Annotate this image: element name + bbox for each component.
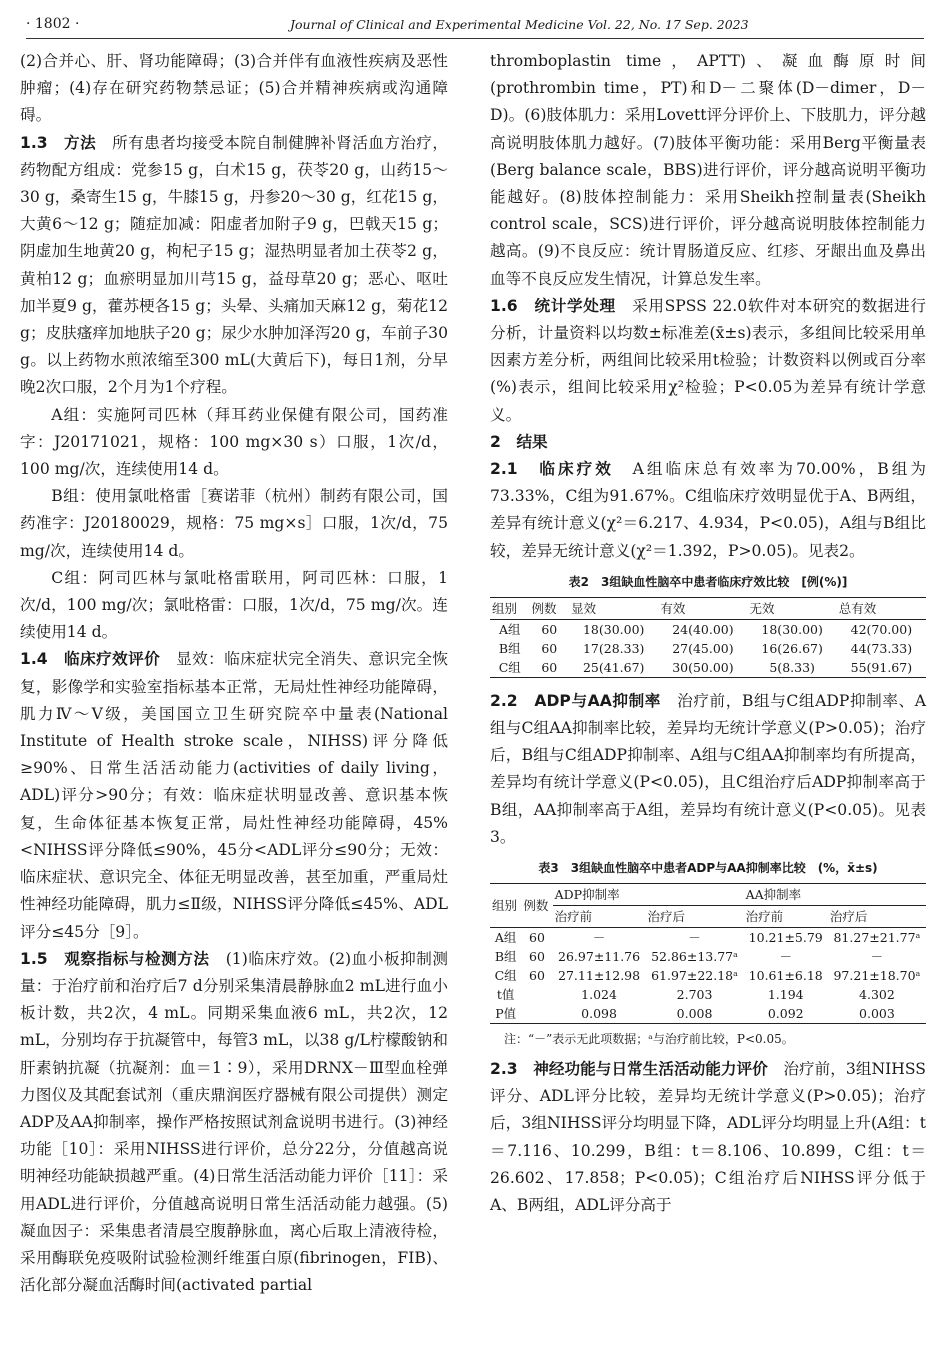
table-row [490, 639, 926, 658]
section-1-3 [20, 130, 448, 402]
table-cell: 27.11±12.98 [558, 968, 641, 984]
table-header-cell: 无效 [748, 597, 837, 619]
section-heading: 2.3 神经功能与日常生活活动能力评价 [490, 1060, 768, 1079]
section-body: 治疗前，3组NIHSS评分、ADL评分比较，差异均无统计学意义(P>0.05)；治疗后，3组NIHSS评分均明显下降，ADL评分均明显上升(A组：t＝7.116、10.299，B组：t＝8.106、10.899，C组：t＝26.602、17.858；P<0.05)；C组治疗后NIHSS评分低于A、B两组，ADL评分高于 [490, 1060, 926, 1215]
table-cell: 4.302 [859, 987, 895, 1003]
section-2-2 [490, 688, 926, 851]
table-header-cell: 治疗后 [828, 906, 926, 928]
table-cell: 52.86±13.77ᵃ [651, 949, 738, 965]
table-row [490, 619, 926, 639]
table-cell: A组 [494, 930, 517, 946]
section-body: 采用SPSS 22.0软件对本研究的数据进行分析，计量资料以均数±标准差(x̄±s)表示，多组间比较采用单因素方差分析，两组间比较采用t检验；计数资料以例或百分率(%)表示，组间比较采用χ²检验；P<0.05为差异有统计学意义。 [490, 296, 926, 424]
table-cell: 1.024 [581, 987, 617, 1003]
table-cell: 0.092 [767, 1006, 804, 1022]
section-body: 治疗前，B组与C组ADP抑制率、A组与C组AA抑制率比较，差异均无统计学意义(P>0.05)；治疗后，B组与C组ADP抑制率、A组与C组AA抑制率均有所提高，差异均有统计学意义(P<0.05)，且C组治疗后ADP抑制率高于B组，AA抑制率高于A组，差异均有统计意义(P<0.05)。见表3。 [490, 691, 926, 846]
group-b-paragraph: B组：使用氯吡格雷［赛诺菲（杭州）制药有限公司，国药准字：J20180029，规格：75 mg×s］口服，1次/d，75 mg/次，连续使用14 d。 [20, 487, 448, 560]
table-cell: 0.098 [581, 1006, 617, 1022]
table-cell: 97.21±18.70ᵃ [833, 968, 921, 984]
section-heading: 1.5 观察指标与检测方法 [20, 949, 210, 968]
table-cell: 24(40.00) [672, 621, 734, 637]
table-cell: 18(30.00) [582, 621, 645, 637]
table-cell: 1.194 [767, 987, 804, 1003]
table-header-cell: 治疗后 [646, 906, 744, 928]
left-column [20, 48, 448, 1299]
table-cell: 0.003 [859, 1006, 895, 1022]
section-1-6 [490, 293, 926, 429]
table-cell: 60 [541, 640, 558, 656]
journal-title: Journal of Clinical and Experimental Medicine Vol. 22, No. 17 Sep. 2023 [290, 17, 749, 32]
table-cell: 30(50.00) [672, 659, 734, 675]
table-subheader-row [490, 906, 926, 928]
section-heading: 1.4 临床疗效评价 [20, 650, 161, 669]
table-cell: 27(45.00) [672, 640, 734, 656]
table-header-cell: 例数 [530, 597, 570, 619]
group-a-paragraph: A组：实施阿司匹林（拜耳药业保健有限公司，国药准字：J20171021，规格：100 mg×30 s）口服，1次/d，100 mg/次，连续使用14 d。 [20, 405, 448, 479]
table-cell: P值 [495, 1006, 517, 1022]
section-1-4 [20, 646, 448, 945]
table-cell: B组 [494, 949, 517, 965]
table-row [490, 928, 926, 948]
section-heading: 2.1 临床疗效 [490, 460, 614, 479]
table-cell: － [779, 949, 792, 965]
section-1-5 [20, 946, 448, 1300]
table-cell [521, 1004, 552, 1024]
table-cell: 81.27±21.77ᵃ [833, 930, 921, 946]
table-cell: 55(91.67) [850, 659, 913, 675]
table-cell: 25(41.67) [582, 659, 645, 675]
table-header-cell: ADP抑制率 [553, 884, 744, 906]
group-c-paragraph: C组：阿司匹林与氯吡格雷联用，阿司匹林：口服，1次/d，100 mg/次；氯吡格雷：口服，1次/d，75 mg/次。连续使用14 d。 [20, 568, 448, 642]
table-3-caption: 表3 3组缺血性脑卒中患者ADP与AA抑制率比较 (%，x̄±s) [538, 861, 878, 876]
table-cell: 2.703 [676, 987, 713, 1003]
table-cell: 10.21±5.79 [748, 930, 823, 946]
table-cell: 18(30.00) [761, 621, 823, 637]
table-cell: 5(8.33) [769, 659, 815, 675]
table-cell [521, 985, 552, 1004]
table-header-cell: 组别 [490, 597, 530, 619]
continued-paragraph: thromboplastin time，APTT)、凝血酶原时间(prothrombin time，PT)和D－二聚体(D－dimer，D－D)。(6)肢体肌力：采用Lovett评分评价上、下肢肌力，评分越高说明肢体肌力越好。(7)肢体平衡功能：采用Berg平衡量表(Berg balance scale，BBS)进行评价，评分越高说明平衡功能越好。(8)肢体控制能力：采用Sheikh控制量表(Sheikh control scale，SCS)进行评价，评分越高说明肢体控制能力越高。(9)不良反应：统计胃肠道反应、红疹、牙龈出血及鼻出血等不良反应发生情况，计算总发生率。 [490, 52, 926, 288]
table-cell: 61.97±22.18ᵃ [651, 968, 738, 984]
table-2-caption: 表2 3组缺血性脑卒中患者临床疗效比较 [例(%)] [568, 574, 848, 589]
table-cell: C组 [498, 659, 521, 675]
table-cell: 60 [541, 621, 558, 637]
table-cell: t值 [496, 987, 515, 1003]
table-cell: 10.61±6.18 [748, 968, 823, 984]
table-2 [490, 597, 926, 678]
section-body: (1)临床疗效。(2)血小板抑制测量：于治疗前和治疗后7 d分别采集清晨静脉血2 mL进行血小板计数，共2次，4 mL。同期采集血液6 mL，共2次，12 mL，分别均存于抗凝管中，每管3 mL，以38 g/L柠檬酸钠和肝素钠抗凝（抗凝剂：血＝1∶9），采用DRNX－Ⅲ型血栓弹力图仪及其配套试剂（重庆鼎润医疗器械有限公司提供）测定ADP及AA抑制率，操作严格按照试剂盒说明书进行。(3)神经功能［10］：采用NIHSS进行评价，总分22分，分值越高说明神经功能缺损越严重。(4)日常生活活动能力评价［11］：采用ADL进行评价，分值越高说明日常生活活动能力越强。(5)凝血因子：采集患者清晨空腹静脉血，离心后取上清液待检，采用酶联免疫吸附试验检测纤维蛋白原(fibrinogen，FIB)、活化部分凝血活酶时间(activated partial [20, 949, 448, 1295]
table-row [490, 1004, 926, 1024]
table-row [490, 947, 926, 966]
table-cell: 26.97±11.76 [558, 949, 641, 965]
table-header-cell: 例数 [521, 884, 552, 928]
table-header-row [490, 884, 926, 906]
table-cell: 0.008 [676, 1006, 713, 1022]
table-header-cell: AA抑制率 [744, 884, 926, 906]
table-header-cell: 有效 [658, 597, 747, 619]
exclusion-criteria: (2)合并心、肝、肾功能障碍；(3)合并伴有血液性疾病及恶性肿瘤；(4)存在研究药物禁忌证；(5)合并精神疾病或沟通障碍。 [20, 52, 448, 125]
table-row [490, 985, 926, 1004]
table-cell: B组 [498, 640, 521, 656]
table-header-cell: 显效 [569, 597, 658, 619]
section-heading: 1.3 方法 [20, 133, 97, 152]
table-header-cell: 组别 [490, 884, 521, 928]
table-header-row [490, 597, 926, 619]
table-cell: 44(73.33) [850, 640, 913, 656]
table-cell: C组 [494, 968, 517, 984]
page-header [26, 12, 924, 39]
section-body: 显效：临床症状完全消失、意识完全恢复，影像学和实验室指标基本正常，无局灶性神经功能障碍，肌力Ⅳ～Ⅴ级，美国国立卫生研究院卒中量表(National Institute of Health stroke scale，NIHSS)评分降低≥90%、日常生活活动能力(activities of daily living，ADL)评分>90分；有效：临床症状明显改善、意识基本恢复，生命体征基本恢复正常，局灶性神经功能障碍，45%<NIHSS评分降低≤90%，45分<ADL评分≤90分；无效：临床症状、意识完全、体征无明显改善，甚至加重，严重局灶性神经功能障碍，肌力≤Ⅱ级，NIHSS评分降低≤45%、ADL评分≤45分［9］。 [20, 650, 448, 941]
table-header-cell: 治疗前 [553, 906, 646, 928]
section-heading: 1.6 统计学处理 [490, 296, 616, 315]
table-cell: 17(28.33) [582, 640, 645, 656]
table-header-cell: 治疗前 [744, 906, 828, 928]
table-cell: － [688, 930, 701, 946]
section-body: 所有患者均接受本院自制健脾补肾活血方治疗，药物配方组成：党参15 g，白术15 g，茯苓20 g，山药15～30 g，桑寄生15 g，牛膝15 g，丹参20～30 g，红花15 g，大黄6～12 g；随症加减：阳虚者加附子9 g，巴戟天15 g；阴虚加生地黄20 g，枸杞子15 g；湿热明显者加土茯苓2 g，黄柏12 g；血瘀明显加川芎15 g，益母草20 g；恶心、呕吐加半夏9 g，藿苏梗各15 g；头晕、头痛加天麻12 g，菊花12 g；皮肤瘙痒加地肤子20 g；尿少水肿加泽泻20 g，车前子30 g。以上药物水煎浓缩至300 mL(大黄后下)，每日1剂，分早晚2次口服，2个月为1个疗程。 [20, 133, 448, 397]
right-column [490, 48, 926, 1219]
table-row [490, 658, 926, 678]
section-2-3 [490, 1056, 926, 1219]
table-cell: 60 [529, 930, 545, 946]
section-2-heading: 2 结果 [490, 432, 548, 451]
table-cell: 60 [529, 949, 545, 965]
section-body: A组临床总有效率为70.00%，B组为73.33%，C组为91.67%。C组临床疗效明显优于A、B两组，差异有统计意义(χ²＝6.217、4.934，P<0.05)，A组与B组比较，差异无统计意义(χ²＝1.392，P>0.05)。见表2。 [490, 460, 926, 560]
table-cell: 60 [541, 659, 558, 675]
table-row [490, 966, 926, 985]
table-header-cell: 总有效 [837, 597, 926, 619]
table-cell: 42(70.00) [850, 621, 913, 637]
table-cell: － [592, 930, 606, 946]
table-cell: A组 [499, 621, 521, 637]
table-3 [490, 883, 926, 1024]
section-2-1 [490, 456, 926, 565]
section-heading: 2.2 ADP与AA抑制率 [490, 691, 661, 710]
table-cell: 16(26.67) [761, 640, 823, 656]
page-number: · 1802 · [26, 16, 80, 32]
table-cell: － [870, 949, 884, 965]
table-3-note: 注：“－”表示无此项数据；ᵃ与治疗前比较，P<0.05。 [504, 1032, 794, 1047]
table-cell: 60 [529, 968, 545, 984]
